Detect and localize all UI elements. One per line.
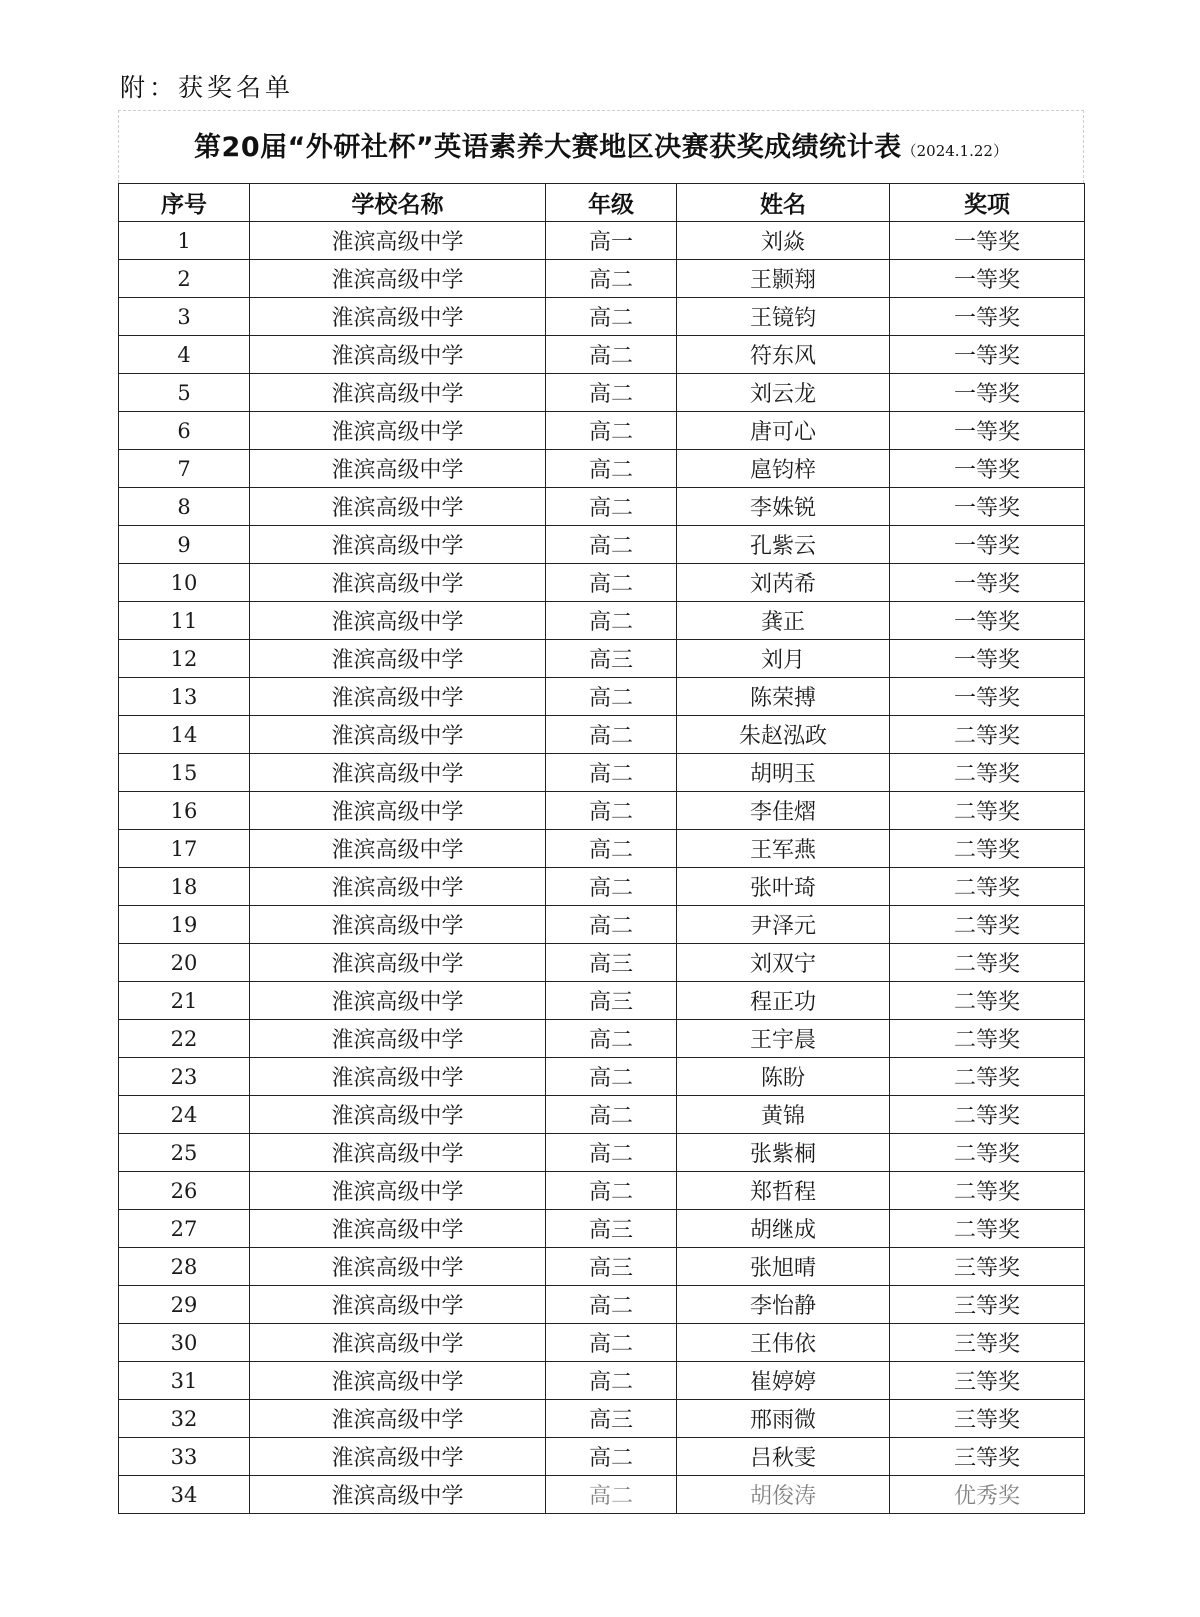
table-row bbox=[119, 1134, 1085, 1172]
cell-index: 24 bbox=[119, 1096, 250, 1134]
cell-award: 三等奖 bbox=[890, 1286, 1085, 1324]
cell-grade: 高二 bbox=[546, 336, 677, 374]
cell-award: 一等奖 bbox=[890, 678, 1085, 716]
cell-award: 二等奖 bbox=[890, 1210, 1085, 1248]
table-row bbox=[119, 260, 1085, 298]
cell-index: 22 bbox=[119, 1020, 250, 1058]
cell-school: 淮滨高级中学 bbox=[250, 754, 546, 792]
cell-school: 淮滨高级中学 bbox=[250, 792, 546, 830]
cell-name: 王军燕 bbox=[677, 830, 890, 868]
cell-index: 34 bbox=[119, 1476, 250, 1514]
cell-index: 2 bbox=[119, 260, 250, 298]
cell-award: 三等奖 bbox=[890, 1400, 1085, 1438]
table-row bbox=[119, 1400, 1085, 1438]
table-row bbox=[119, 1286, 1085, 1324]
cell-grade: 高二 bbox=[546, 1058, 677, 1096]
cell-index: 5 bbox=[119, 374, 250, 412]
cell-name: 王宇晨 bbox=[677, 1020, 890, 1058]
cell-grade: 高二 bbox=[546, 412, 677, 450]
cell-grade: 高二 bbox=[546, 488, 677, 526]
cell-grade: 高二 bbox=[546, 678, 677, 716]
cell-grade: 高二 bbox=[546, 906, 677, 944]
cell-index: 3 bbox=[119, 298, 250, 336]
table-title-date: （2024.1.22） bbox=[901, 142, 1008, 160]
cell-grade: 高三 bbox=[546, 944, 677, 982]
cell-name: 李姝锐 bbox=[677, 488, 890, 526]
cell-grade: 高二 bbox=[546, 1096, 677, 1134]
cell-index: 27 bbox=[119, 1210, 250, 1248]
annex-label: 附：获奖名单 bbox=[120, 73, 295, 102]
cell-grade: 高二 bbox=[546, 298, 677, 336]
cell-name: 黄锦 bbox=[677, 1096, 890, 1134]
cell-award: 二等奖 bbox=[890, 1172, 1085, 1210]
cell-school: 淮滨高级中学 bbox=[250, 564, 546, 602]
cell-name: 程正功 bbox=[677, 982, 890, 1020]
table-row bbox=[119, 1058, 1085, 1096]
cell-school: 淮滨高级中学 bbox=[250, 1020, 546, 1058]
cell-school: 淮滨高级中学 bbox=[250, 1134, 546, 1172]
cell-award: 三等奖 bbox=[890, 1362, 1085, 1400]
header-index: 序号 bbox=[119, 184, 250, 222]
header-grade: 年级 bbox=[546, 184, 677, 222]
cell-name: 刘云龙 bbox=[677, 374, 890, 412]
cell-school: 淮滨高级中学 bbox=[250, 260, 546, 298]
table-row bbox=[119, 1438, 1085, 1476]
cell-index: 4 bbox=[119, 336, 250, 374]
cell-grade: 高二 bbox=[546, 1324, 677, 1362]
cell-index: 9 bbox=[119, 526, 250, 564]
cell-name: 王镜钧 bbox=[677, 298, 890, 336]
cell-name: 张紫桐 bbox=[677, 1134, 890, 1172]
cell-school: 淮滨高级中学 bbox=[250, 374, 546, 412]
cell-school: 淮滨高级中学 bbox=[250, 1248, 546, 1286]
cell-school: 淮滨高级中学 bbox=[250, 906, 546, 944]
cell-school: 淮滨高级中学 bbox=[250, 868, 546, 906]
cell-award: 一等奖 bbox=[890, 222, 1085, 260]
table-row bbox=[119, 526, 1085, 564]
cell-name: 王伟依 bbox=[677, 1324, 890, 1362]
table-row bbox=[119, 640, 1085, 678]
cell-school: 淮滨高级中学 bbox=[250, 602, 546, 640]
cell-name: 扈钧梓 bbox=[677, 450, 890, 488]
cell-award: 二等奖 bbox=[890, 1096, 1085, 1134]
cell-grade: 高三 bbox=[546, 1248, 677, 1286]
cell-name: 刘双宁 bbox=[677, 944, 890, 982]
cell-grade: 高二 bbox=[546, 1438, 677, 1476]
cell-school: 淮滨高级中学 bbox=[250, 1058, 546, 1096]
table-header-row bbox=[119, 184, 1085, 222]
cell-name: 唐可心 bbox=[677, 412, 890, 450]
table-row bbox=[119, 906, 1085, 944]
cell-index: 25 bbox=[119, 1134, 250, 1172]
cell-school: 淮滨高级中学 bbox=[250, 526, 546, 564]
cell-grade: 高二 bbox=[546, 754, 677, 792]
table-row bbox=[119, 336, 1085, 374]
cell-award: 二等奖 bbox=[890, 1020, 1085, 1058]
cell-index: 15 bbox=[119, 754, 250, 792]
table-row bbox=[119, 982, 1085, 1020]
cell-grade: 高二 bbox=[546, 602, 677, 640]
cell-award: 二等奖 bbox=[890, 792, 1085, 830]
table-row bbox=[119, 1172, 1085, 1210]
cell-award: 三等奖 bbox=[890, 1324, 1085, 1362]
cell-award: 二等奖 bbox=[890, 754, 1085, 792]
cell-school: 淮滨高级中学 bbox=[250, 222, 546, 260]
cell-name: 胡继成 bbox=[677, 1210, 890, 1248]
cell-school: 淮滨高级中学 bbox=[250, 1476, 546, 1514]
cell-name: 刘芮希 bbox=[677, 564, 890, 602]
table-row bbox=[119, 374, 1085, 412]
award-table-body bbox=[119, 222, 1085, 1514]
cell-award: 二等奖 bbox=[890, 982, 1085, 1020]
cell-grade: 高二 bbox=[546, 1020, 677, 1058]
cell-index: 23 bbox=[119, 1058, 250, 1096]
cell-name: 张叶琦 bbox=[677, 868, 890, 906]
cell-name: 龚正 bbox=[677, 602, 890, 640]
cell-grade: 高二 bbox=[546, 792, 677, 830]
cell-index: 31 bbox=[119, 1362, 250, 1400]
cell-grade: 高二 bbox=[546, 716, 677, 754]
cell-school: 淮滨高级中学 bbox=[250, 830, 546, 868]
cell-name: 张旭晴 bbox=[677, 1248, 890, 1286]
cell-name: 陈荣搏 bbox=[677, 678, 890, 716]
cell-award: 一等奖 bbox=[890, 602, 1085, 640]
cell-grade: 高三 bbox=[546, 982, 677, 1020]
cell-index: 17 bbox=[119, 830, 250, 868]
table-row bbox=[119, 1476, 1085, 1514]
cell-grade: 高二 bbox=[546, 1134, 677, 1172]
table-row bbox=[119, 830, 1085, 868]
cell-award: 二等奖 bbox=[890, 944, 1085, 982]
cell-index: 18 bbox=[119, 868, 250, 906]
cell-award: 一等奖 bbox=[890, 564, 1085, 602]
cell-grade: 高二 bbox=[546, 564, 677, 602]
cell-award: 优秀奖 bbox=[890, 1476, 1085, 1514]
table-row bbox=[119, 792, 1085, 830]
cell-index: 19 bbox=[119, 906, 250, 944]
cell-name: 崔婷婷 bbox=[677, 1362, 890, 1400]
table-row bbox=[119, 1248, 1085, 1286]
cell-award: 一等奖 bbox=[890, 488, 1085, 526]
cell-school: 淮滨高级中学 bbox=[250, 716, 546, 754]
cell-grade: 高二 bbox=[546, 260, 677, 298]
table-row bbox=[119, 1362, 1085, 1400]
cell-grade: 高二 bbox=[546, 1476, 677, 1514]
cell-grade: 高二 bbox=[546, 868, 677, 906]
cell-award: 一等奖 bbox=[890, 336, 1085, 374]
table-title-box bbox=[118, 110, 1084, 183]
cell-name: 陈盼 bbox=[677, 1058, 890, 1096]
table-row bbox=[119, 1210, 1085, 1248]
cell-index: 21 bbox=[119, 982, 250, 1020]
cell-grade: 高一 bbox=[546, 222, 677, 260]
cell-name: 符东风 bbox=[677, 336, 890, 374]
cell-grade: 高二 bbox=[546, 1362, 677, 1400]
cell-index: 16 bbox=[119, 792, 250, 830]
cell-index: 33 bbox=[119, 1438, 250, 1476]
cell-name: 刘焱 bbox=[677, 222, 890, 260]
table-row bbox=[119, 450, 1085, 488]
cell-school: 淮滨高级中学 bbox=[250, 1172, 546, 1210]
cell-grade: 高二 bbox=[546, 526, 677, 564]
cell-grade: 高二 bbox=[546, 830, 677, 868]
cell-index: 8 bbox=[119, 488, 250, 526]
cell-name: 孔紫云 bbox=[677, 526, 890, 564]
cell-name: 朱赵泓政 bbox=[677, 716, 890, 754]
table-row bbox=[119, 488, 1085, 526]
cell-award: 三等奖 bbox=[890, 1248, 1085, 1286]
cell-index: 1 bbox=[119, 222, 250, 260]
cell-name: 胡俊涛 bbox=[677, 1476, 890, 1514]
cell-index: 29 bbox=[119, 1286, 250, 1324]
table-row bbox=[119, 564, 1085, 602]
cell-grade: 高三 bbox=[546, 1210, 677, 1248]
cell-index: 12 bbox=[119, 640, 250, 678]
cell-school: 淮滨高级中学 bbox=[250, 336, 546, 374]
table-row bbox=[119, 754, 1085, 792]
table-row bbox=[119, 868, 1085, 906]
cell-award: 一等奖 bbox=[890, 526, 1085, 564]
header-award: 奖项 bbox=[890, 184, 1085, 222]
cell-grade: 高三 bbox=[546, 640, 677, 678]
cell-school: 淮滨高级中学 bbox=[250, 982, 546, 1020]
table-row bbox=[119, 602, 1085, 640]
cell-grade: 高二 bbox=[546, 1286, 677, 1324]
cell-name: 郑哲程 bbox=[677, 1172, 890, 1210]
cell-school: 淮滨高级中学 bbox=[250, 412, 546, 450]
cell-school: 淮滨高级中学 bbox=[250, 1096, 546, 1134]
cell-index: 11 bbox=[119, 602, 250, 640]
cell-index: 10 bbox=[119, 564, 250, 602]
cell-school: 淮滨高级中学 bbox=[250, 678, 546, 716]
table-row bbox=[119, 412, 1085, 450]
cell-school: 淮滨高级中学 bbox=[250, 944, 546, 982]
cell-award: 一等奖 bbox=[890, 640, 1085, 678]
cell-name: 邢雨微 bbox=[677, 1400, 890, 1438]
cell-index: 28 bbox=[119, 1248, 250, 1286]
award-table bbox=[118, 183, 1085, 1514]
header-school: 学校名称 bbox=[250, 184, 546, 222]
cell-grade: 高二 bbox=[546, 1172, 677, 1210]
cell-school: 淮滨高级中学 bbox=[250, 1324, 546, 1362]
table-title: 第20届“外研社杯”英语素养大赛地区决赛获奖成绩统计表 bbox=[194, 132, 902, 163]
cell-index: 30 bbox=[119, 1324, 250, 1362]
table-row bbox=[119, 716, 1085, 754]
cell-award: 二等奖 bbox=[890, 906, 1085, 944]
cell-school: 淮滨高级中学 bbox=[250, 1362, 546, 1400]
cell-award: 二等奖 bbox=[890, 830, 1085, 868]
cell-index: 6 bbox=[119, 412, 250, 450]
cell-award: 一等奖 bbox=[890, 450, 1085, 488]
table-row bbox=[119, 222, 1085, 260]
table-row bbox=[119, 678, 1085, 716]
cell-award: 一等奖 bbox=[890, 412, 1085, 450]
cell-index: 13 bbox=[119, 678, 250, 716]
table-row bbox=[119, 1096, 1085, 1134]
table-row bbox=[119, 1020, 1085, 1058]
cell-award: 三等奖 bbox=[890, 1438, 1085, 1476]
cell-grade: 高二 bbox=[546, 374, 677, 412]
cell-award: 一等奖 bbox=[890, 260, 1085, 298]
cell-index: 32 bbox=[119, 1400, 250, 1438]
cell-school: 淮滨高级中学 bbox=[250, 298, 546, 336]
cell-school: 淮滨高级中学 bbox=[250, 1400, 546, 1438]
cell-index: 14 bbox=[119, 716, 250, 754]
cell-name: 尹泽元 bbox=[677, 906, 890, 944]
cell-award: 二等奖 bbox=[890, 1134, 1085, 1172]
cell-school: 淮滨高级中学 bbox=[250, 1438, 546, 1476]
cell-award: 二等奖 bbox=[890, 868, 1085, 906]
cell-name: 王颢翔 bbox=[677, 260, 890, 298]
cell-school: 淮滨高级中学 bbox=[250, 450, 546, 488]
cell-award: 一等奖 bbox=[890, 298, 1085, 336]
cell-name: 刘月 bbox=[677, 640, 890, 678]
cell-school: 淮滨高级中学 bbox=[250, 640, 546, 678]
cell-name: 胡明玉 bbox=[677, 754, 890, 792]
table-row bbox=[119, 1324, 1085, 1362]
cell-grade: 高二 bbox=[546, 450, 677, 488]
table-row bbox=[119, 298, 1085, 336]
cell-index: 7 bbox=[119, 450, 250, 488]
cell-index: 20 bbox=[119, 944, 250, 982]
cell-award: 二等奖 bbox=[890, 716, 1085, 754]
cell-name: 李怡静 bbox=[677, 1286, 890, 1324]
cell-school: 淮滨高级中学 bbox=[250, 1210, 546, 1248]
cell-school: 淮滨高级中学 bbox=[250, 488, 546, 526]
cell-school: 淮滨高级中学 bbox=[250, 1286, 546, 1324]
cell-award: 二等奖 bbox=[890, 1058, 1085, 1096]
cell-grade: 高三 bbox=[546, 1400, 677, 1438]
cell-name: 李佳熠 bbox=[677, 792, 890, 830]
table-row bbox=[119, 944, 1085, 982]
header-name: 姓名 bbox=[677, 184, 890, 222]
cell-index: 26 bbox=[119, 1172, 250, 1210]
cell-name: 吕秋雯 bbox=[677, 1438, 890, 1476]
cell-award: 一等奖 bbox=[890, 374, 1085, 412]
